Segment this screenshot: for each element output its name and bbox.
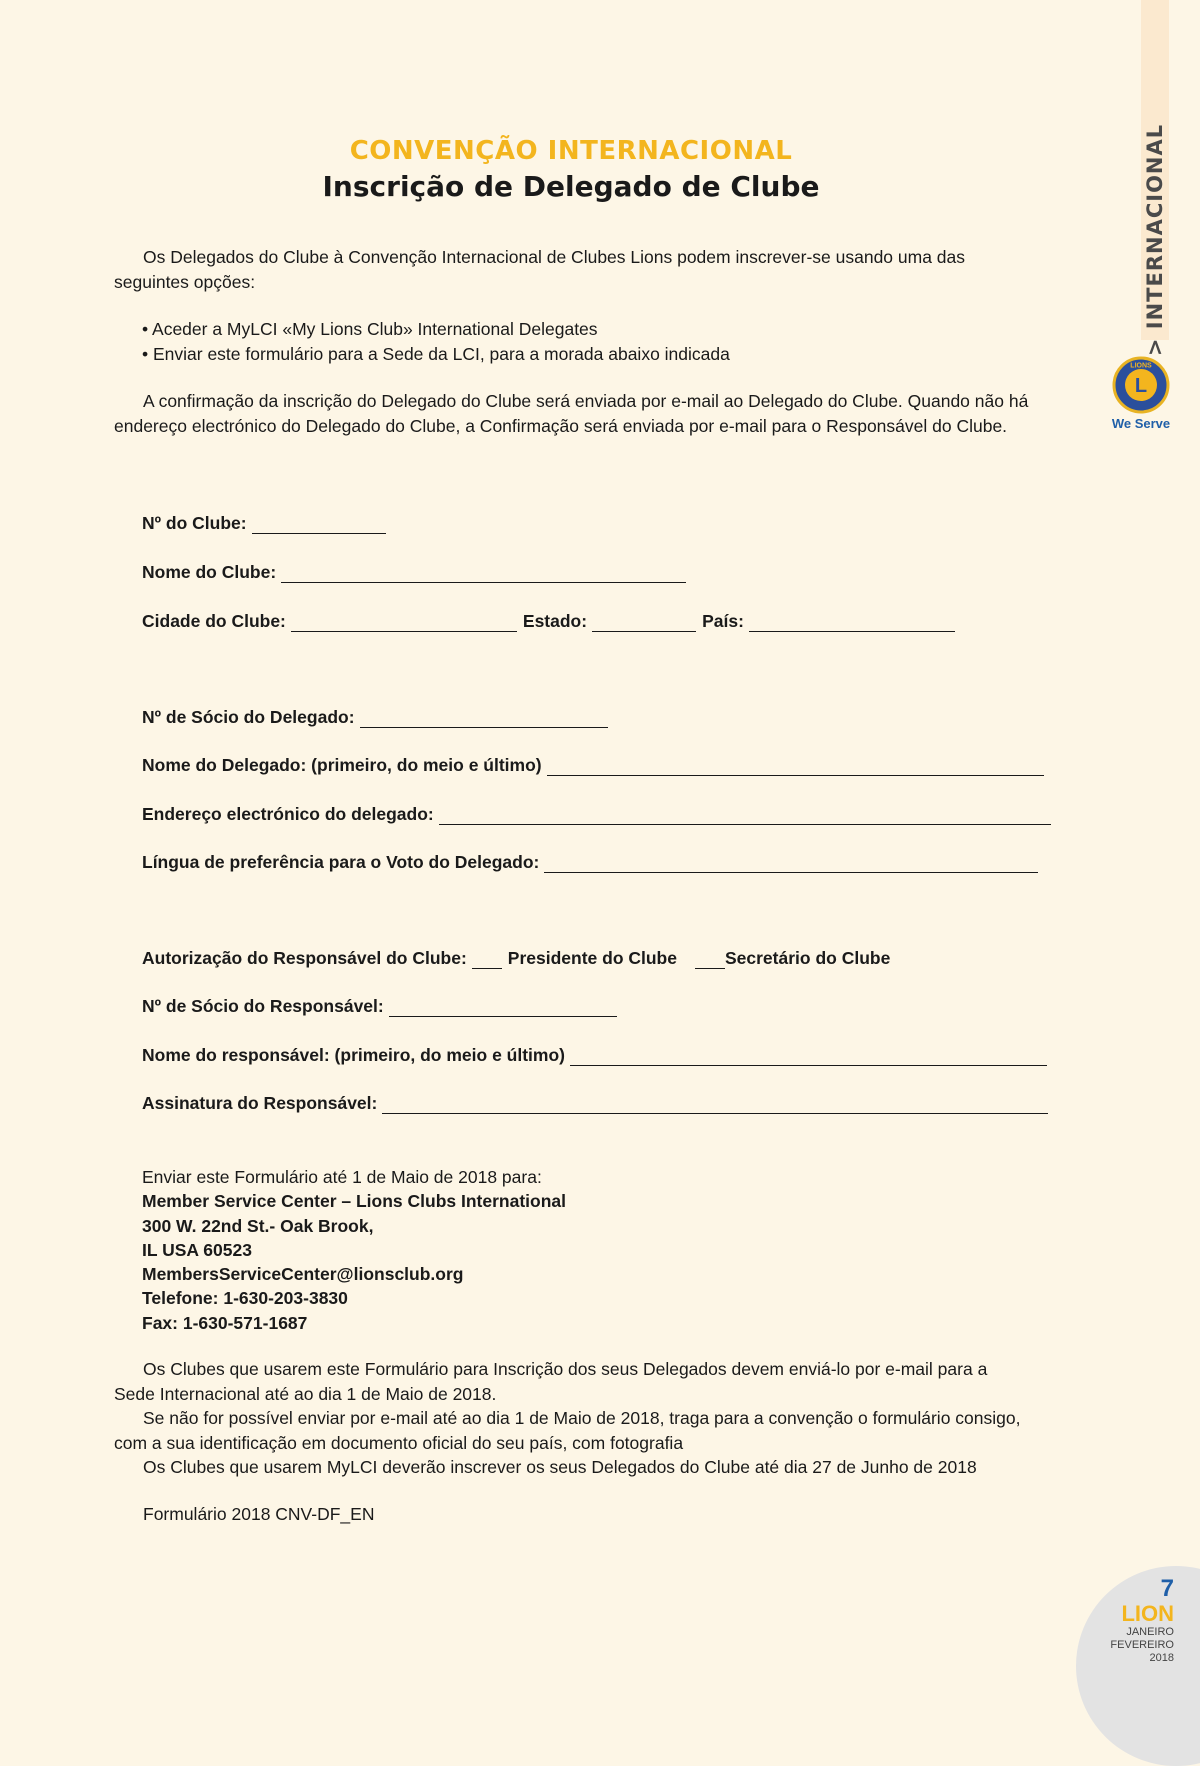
field-label: Nome do responsável: (primeiro, do meio e último) [142,1045,565,1065]
field-label: País: [702,611,744,631]
delegate-email-line[interactable] [439,808,1051,825]
club-name-line[interactable] [281,566,686,583]
officer-name-field[interactable] [142,1042,1053,1066]
country-line[interactable] [749,615,955,632]
field-label: Nome do Delegado: (primeiro, do meio e último) [142,755,542,775]
list-item: • Aceder a MyLCI «My Lions Club» International Delegates [142,319,598,339]
address-phone: Telefone: 1-630-203-3830 [142,1288,348,1309]
form-code: Formulário 2018 CNV-DF_EN [143,1504,375,1524]
delegate-member-number-line[interactable] [360,711,608,728]
address-intro: Enviar este Formulário até 1 de Maio de 2018 para: [142,1167,542,1187]
issue-month: FEVEREIRO [1110,1639,1174,1651]
club-location-field[interactable] [142,608,961,632]
delegate-member-number-field[interactable] [142,704,614,728]
seal-letter: L [1134,375,1148,397]
page-header [100,136,1042,203]
magazine-name: LION [1121,1601,1174,1626]
page-subtitle: Inscrição de Delegado de Clube [322,170,820,203]
address-line: 300 W. 22nd St.- Oak Brook, [142,1215,374,1236]
officer-signature-line[interactable] [382,1097,1048,1114]
state-line[interactable] [592,615,696,632]
officer-member-number-line[interactable] [389,1000,617,1017]
club-name-field[interactable] [142,559,692,583]
option-secretary: Secretário do Clube [724,948,891,968]
field-label: Cidade do Clube: [142,611,286,631]
field-label: Autorização do Responsável do Clube: [142,948,467,968]
field-label: Nº de Sócio do Responsável: [142,996,384,1016]
field-label: Endereço electrónico do delegado: [142,804,434,824]
address-fax: Fax: 1-630-571-1687 [142,1312,308,1333]
officer-member-number-field[interactable] [142,993,623,1017]
field-label: Nome do Clube: [142,562,277,582]
confirmation-paragraph: A confirmação da inscrição do Delegado do Clube será enviada por e-mail ao Delegado do Clube. Quando não há endereço electrónico do Delegado do Clube, a Confirmação será enviada por e-mail para o Responsável do Clube. [114,391,1029,436]
logo-tagline: We Serve [1111,416,1171,431]
field-label: Assinatura do Responsável: [142,1093,378,1113]
note-paragraph: Os Clubes que usarem MyLCI deverão inscrever os seus Delegados do Clube até dia 27 de Junho de 2018 [143,1457,977,1477]
options-list [142,317,1022,366]
field-label: Nº de Sócio do Delegado: [142,707,355,727]
officer-signature-field[interactable] [142,1090,1054,1114]
field-label: Língua de preferência para o Voto do Delegado: [142,852,540,872]
president-checkline[interactable] [472,952,502,969]
authorization-field[interactable] [142,945,890,969]
officer-name-line[interactable] [570,1049,1047,1066]
seal-text: LIONS [1130,362,1152,370]
note-paragraph: Se não for possível enviar por e-mail até ao dia 1 de Maio de 2018, traga para a convenção o formulário consigo, com a sua identificação em documento oficial do seu país, com fotografia [114,1408,1021,1453]
delegate-name-field[interactable] [142,752,1050,776]
delegate-language-line[interactable] [544,856,1038,873]
list-item: • Enviar este formulário para a Sede da LCI, para a morada abaixo indicada [142,343,730,364]
delegate-email-field[interactable] [142,801,1057,825]
page-footer [1110,1576,1174,1665]
address-line: Member Service Center – Lions Clubs International [142,1191,566,1212]
issue-month: JANEIRO [1126,1626,1174,1638]
page-number: 7 [1160,1575,1174,1602]
lions-logo [1106,356,1176,436]
option-president: Presidente do Clube [507,948,677,968]
address-line: IL USA 60523 [142,1239,252,1260]
issue-year: 2018 [1149,1652,1174,1664]
club-number-line[interactable] [252,517,386,534]
field-label: Estado: [522,611,588,631]
secretary-checkline[interactable] [695,952,725,969]
section-label-text: > INTERNACIONAL [1143,123,1167,357]
club-number-field[interactable] [142,510,392,534]
intro-paragraph: Os Delegados do Clube à Convenção Internacional de Clubes Lions podem inscrever-se usando uma das seguintes opções: [114,247,966,292]
page-title: CONVENÇÃO INTERNACIONAL [349,136,793,166]
section-label [1141,123,1169,357]
field-label: Nº do Clube: [142,513,247,533]
notes [114,1357,1030,1480]
delegate-name-line[interactable] [547,759,1044,776]
lions-emblem-icon [1110,356,1172,414]
delegate-language-field[interactable] [142,849,1044,873]
address-email: MembersServiceCenter@lionsclub.org [142,1264,464,1285]
mailing-address [142,1165,566,1335]
note-paragraph: Os Clubes que usarem este Formulário para Inscrição dos seus Delegados devem enviá-lo por e-mail para a Sede Internacional até ao dia 1 de Maio de 2018. [114,1359,988,1404]
club-city-line[interactable] [291,615,517,632]
